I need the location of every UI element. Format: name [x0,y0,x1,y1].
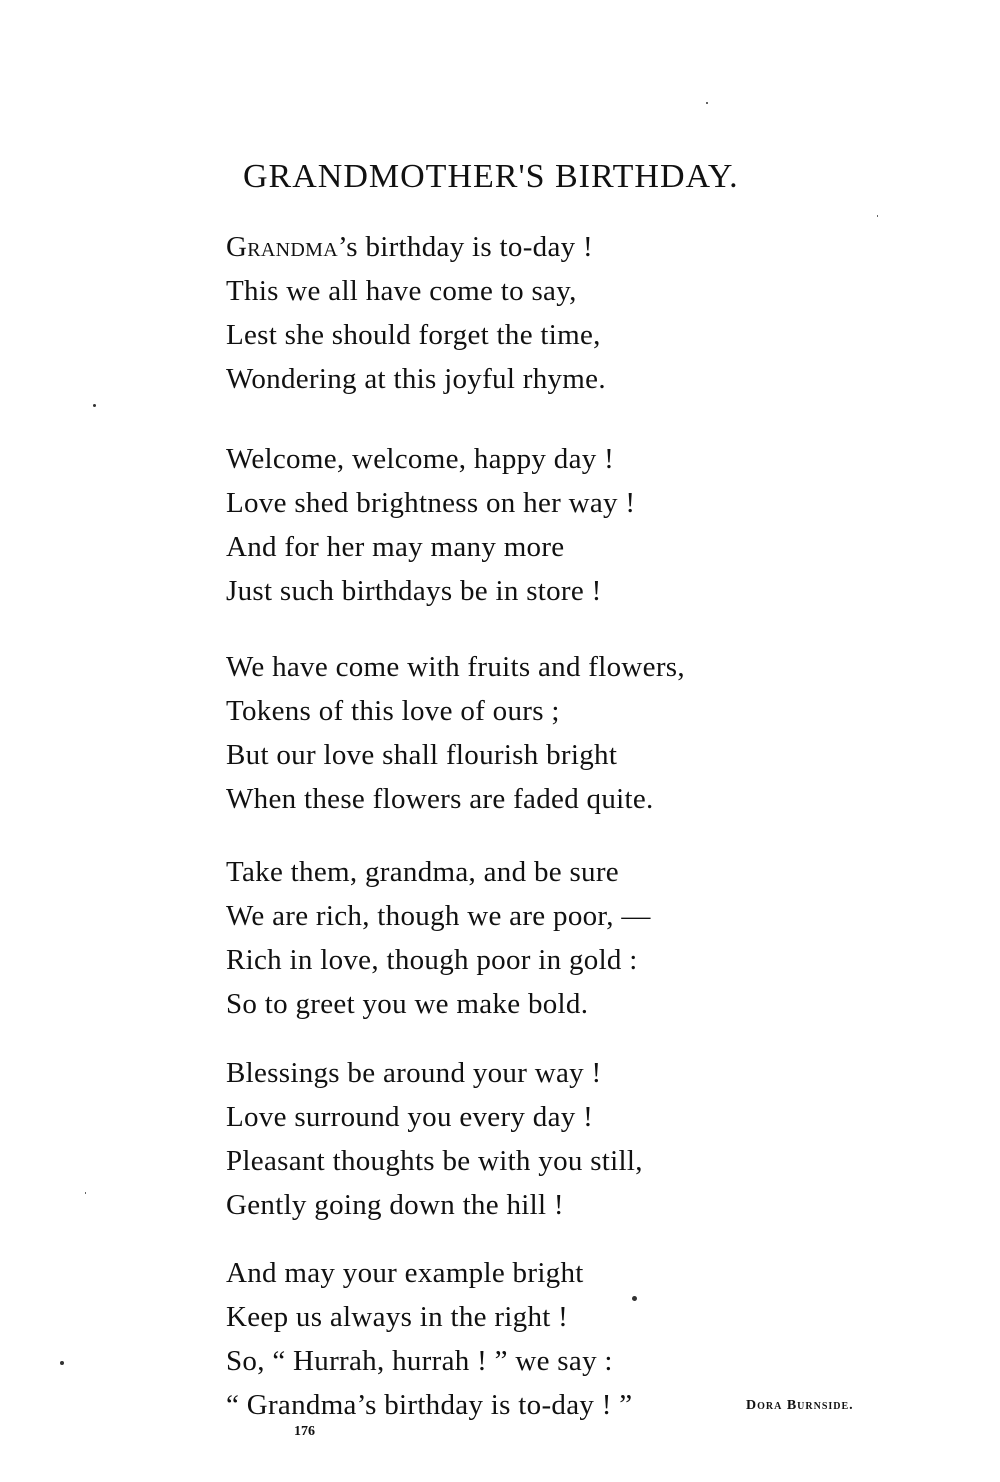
poem-line: Keep us always in the right ! [226,1301,569,1333]
scan-speck [93,404,96,407]
scan-speck [60,1361,64,1365]
stanza-4 [226,850,651,1026]
scan-speck [877,215,878,217]
poem-line: We have come with fruits and flowers, [226,651,685,683]
poem-line: Pleasant thoughts be with you still, [226,1145,643,1177]
scan-speck [85,1192,86,1194]
scan-speck [632,1296,637,1301]
poem-line: Welcome, welcome, happy day ! [226,443,615,475]
stanza-3 [226,645,685,821]
poem-line: Grandma’s birthday is to-day ! [226,231,593,263]
poem-line: This we all have come to say, [226,275,577,307]
poem-line: “ Grandma’s birthday is to-day ! ” [226,1389,633,1421]
poem-line: Gently going down the hill ! [226,1189,564,1221]
poem-line: But our love shall flourish bright [226,739,618,771]
poem-line: Tokens of this love of ours ; [226,695,560,727]
poem-line: So to greet you we make bold. [226,988,589,1020]
poem-line: Just such birthdays be in store ! [226,575,602,607]
poem-line: Love surround you every day ! [226,1101,594,1133]
poem-line: So, “ Hurrah, hurrah ! ” we say : [226,1345,613,1377]
stanza-2 [226,437,635,613]
scan-speck [706,102,708,104]
poem-line: And for her may many more [226,531,565,563]
poem-line: Rich in love, though poor in gold : [226,944,638,976]
poem-line: Lest she should forget the time, [226,319,601,351]
stanza-1 [226,225,606,401]
poem-line: Love shed brightness on her way ! [226,487,636,519]
small-caps-word: Grandma [226,231,338,263]
poem-line: Blessings be around your way ! [226,1057,602,1089]
stanza-6 [226,1251,632,1427]
poem-line: And may your example bright [226,1257,584,1289]
author-attribution: Dora Burnside. [746,1398,854,1413]
poem-title: GRANDMOTHER'S BIRTHDAY. [243,158,739,195]
page-number: 176 [294,1424,315,1439]
poem-line: Take them, grandma, and be sure [226,856,619,888]
poem-line: Wondering at this joyful rhyme. [226,363,606,395]
poem-line: We are rich, though we are poor, — [226,900,651,932]
stanza-5 [226,1051,643,1227]
poem-line: When these flowers are faded quite. [226,783,654,815]
